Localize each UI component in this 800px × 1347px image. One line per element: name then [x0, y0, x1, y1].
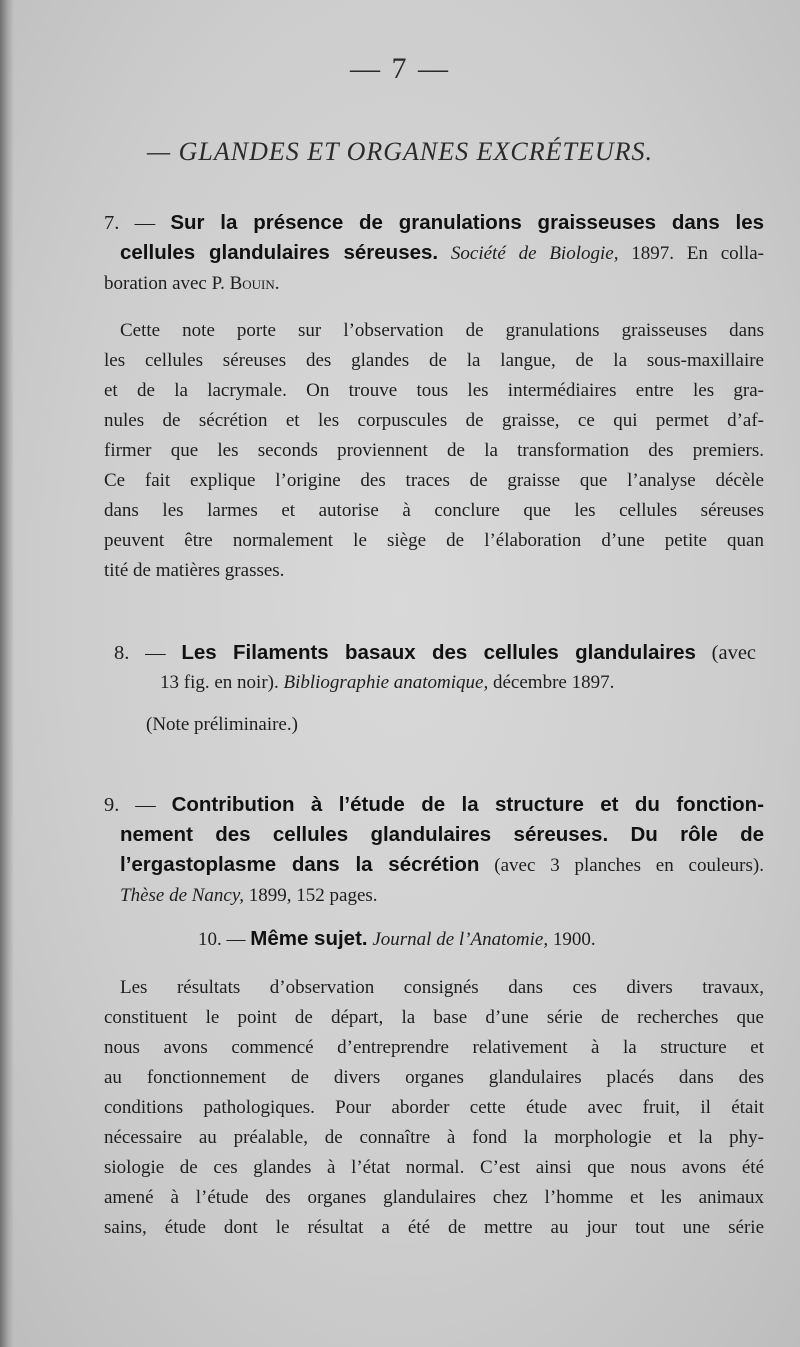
section-heading: — GLANDES ET ORGANES EXCRÉTEURS. [146, 137, 654, 166]
figure-note: 13 fig. en noir). [160, 672, 284, 693]
bibliography-entry-8 [114, 638, 756, 698]
text-line: conditions pathologiques. Pour aborder cette étude avec fruit, il était [104, 1097, 764, 1118]
entry-9-line-1 [104, 790, 764, 820]
entry-number: 10. — [198, 929, 246, 950]
entry-title: cellules glandulaires séreuses. [120, 241, 439, 264]
thesis-details: 1899, 152 pages. [244, 885, 378, 906]
entry-9-line-3 [104, 850, 764, 881]
entry-number: 8. — [114, 642, 166, 664]
bibliography-entry-9 [104, 790, 764, 911]
page-number: — 7 — [350, 52, 450, 85]
entry-8-line-2 [114, 668, 756, 698]
entry-number: 7. — [104, 212, 156, 234]
text-line: tité de matières grasses. [104, 560, 285, 581]
entry-title: Même sujet. [250, 927, 368, 950]
text-line: dans les larmes et autorise à conclure que les cellules séreuses [104, 500, 764, 521]
figure-note: (avec [695, 642, 756, 664]
punctuation: . [274, 273, 280, 294]
text-line: nécessaire au préalable, de connaître à fond la morphologie et la phy- [104, 1127, 764, 1148]
text-line: amené à l’étude des organes glandulaires chez l’homme et les animaux [104, 1187, 764, 1208]
entry-title: nement des cellules glandulaires séreuses. Du rôle de [120, 823, 764, 846]
entry-title: Les Filaments basaux des cellules glandulaires [181, 641, 696, 664]
plates-note: (avec 3 planches en couleurs). [479, 855, 764, 876]
entry-7-line-2 [104, 238, 764, 269]
text-line: Les résultats d’observation consignés dans ces divers travaux, [120, 977, 764, 998]
entry-title: l’ergastoplasme dans la sécrétion [120, 853, 480, 876]
journal-name: Bibliographie anatomique, [283, 672, 489, 693]
paragraph-1 [104, 316, 764, 586]
entry-7-line-3 [104, 269, 764, 299]
bibliography-entry-10 [198, 924, 596, 955]
preliminary-note: (Note préliminaire.) [146, 714, 298, 735]
entry-9-line-4 [104, 881, 764, 911]
entry-7-line-1 [104, 208, 764, 238]
entry-number: 9. — [104, 794, 156, 816]
text-line: Cette note porte sur l’observation de granulations graisseuses dans [120, 320, 764, 341]
journal-name: Journal de l’Anatomie, [372, 929, 549, 950]
text-line: Ce fait explique l’origine des traces de graisse que l’analyse décèle [104, 470, 764, 491]
text-line: nous avons commencé d’entreprendre relativement à la structure et [104, 1037, 764, 1058]
text-line: firmer que les seconds proviennent de la transformation des premiers. [104, 440, 764, 461]
text-line: siologie de ces glandes à l’état normal. C’est ainsi que nous avons été [104, 1157, 764, 1178]
entry-year: 1897. En colla- [631, 243, 764, 264]
text-line: constituent le point de départ, la base d’une série de recherches que [104, 1007, 764, 1028]
author-name: Bouin [229, 273, 275, 294]
bibliography-entry-7 [104, 208, 764, 299]
entry-title: Contribution à l’étude de la structure et du fonction- [171, 793, 764, 816]
entry-title: Sur la présence de granulations graisseuses dans les [170, 211, 764, 234]
entry-date: décembre 1897. [488, 672, 615, 693]
text-line: peuvent être normalement le siège de l’élaboration d’une petite quan [104, 530, 764, 551]
text-line: nules de sécrétion et les corpuscules de graisse, ce qui permet d’af- [104, 410, 764, 431]
collaboration-text: boration avec P. [104, 273, 230, 294]
text-line: au fonctionnement de divers organes glandulaires placés dans des [104, 1067, 764, 1088]
entry-8-line-1 [114, 638, 756, 668]
text-line: les cellules séreuses des glandes de la langue, de la sous-maxillaire [104, 350, 764, 371]
paragraph-2 [104, 973, 764, 1243]
thesis-name: Thèse de Nancy, [120, 885, 245, 906]
text-line: et de la lacrymale. On trouve tous les intermédiaires entre les gra- [104, 380, 764, 401]
entry-year: 1900. [548, 929, 596, 950]
journal-name: Société de Biologie, [450, 243, 619, 264]
text-line: sains, étude dont le résultat a été de mettre au jour tout une série [104, 1217, 764, 1238]
